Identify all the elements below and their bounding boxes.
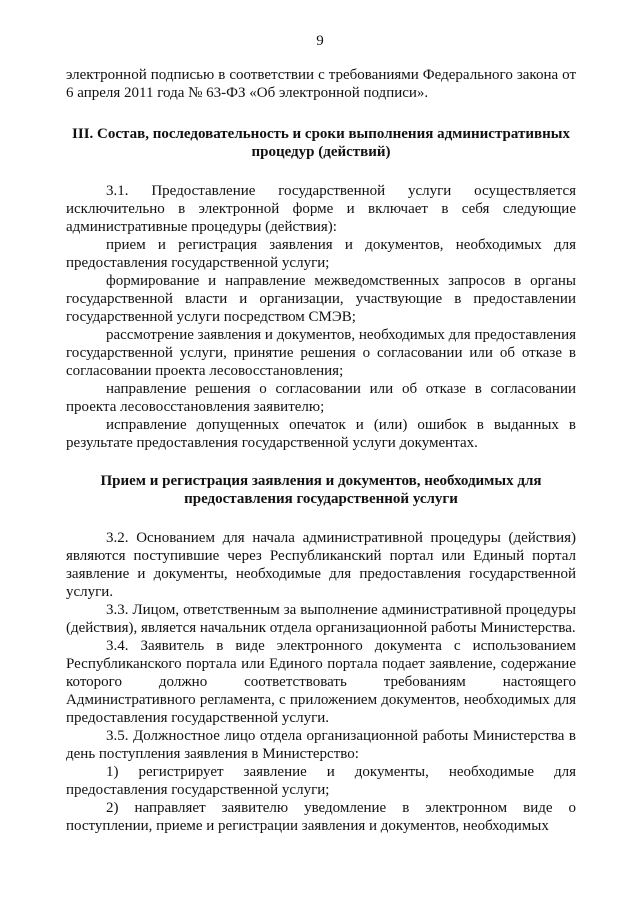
list-item: рассмотрение заявления и документов, необходимых для предоставления государственной услуги, принятие решения о согласовании или об отказе в согласовании проекта лесовосстановления; [66,327,576,379]
list-item: формирование и направление межведомственных запросов в органы государственной власти и организации, участвующие в предоставлении государственной услуги посредством СМЭВ; [66,273,576,325]
paragraph-3-5-1: 1) регистрирует заявление и документы, необходимые для предоставления государственной услуги; [66,764,576,798]
paragraph-3-5: 3.5. Должностное лицо отдела организационной работы Министерства в день поступления заявления в Министерство: [66,728,576,762]
list-item: направление решения о согласовании или об отказе в согласовании проекта лесовосстановления заявителю; [66,381,576,415]
page-number: 9 [316,33,324,49]
paragraph-3-1: 3.1. Предоставление государственной услуги осуществляется исключительно в электронной форме и включает в себя следующие административные процедуры (действия): [66,183,576,235]
paragraph-3-4: 3.4. Заявитель в виде электронного документа с использованием Республиканского портала или Единого портала подает заявление, содержание которого должно соответствовать требованиям настоящего Административного регламента, с приложением документов, необходимых для предоставления государственной услуги. [66,638,576,726]
paragraph-3-2: 3.2. Основанием для начала административной процедуры (действия) являются поступившие через Республиканский портал или Единый портал заявление и документы, необходимые для предоставления государственной услуги. [66,530,576,600]
subsection-title: Прием и регистрация заявления и документов, необходимых для предоставления государственной услуги [100,473,542,507]
paragraph-3-3: 3.3. Лицом, ответственным за выполнение административной процедуры (действия), является начальник отдела организационной работы Министерства. [66,602,576,636]
list-item: прием и регистрация заявления и документов, необходимых для предоставления государственной услуги; [66,237,576,271]
paragraph-3-5-2: 2) направляет заявителю уведомление в электронном виде о поступлении, приеме и регистрации заявления и документов, необходимых [66,800,576,834]
document-body [66,66,576,835]
section-3-title: III. Состав, последовательность и сроки выполнения административных процедур (действий) [72,126,570,160]
list-item: исправление допущенных опечаток и (или) ошибок в выданных в результате предоставления государственной услуги документах. [66,417,576,451]
continuation-paragraph: электронной подписью в соответствии с требованиями Федерального закона от 6 апреля 2011 года № 63-ФЗ «Об электронной подписи». [66,67,576,101]
